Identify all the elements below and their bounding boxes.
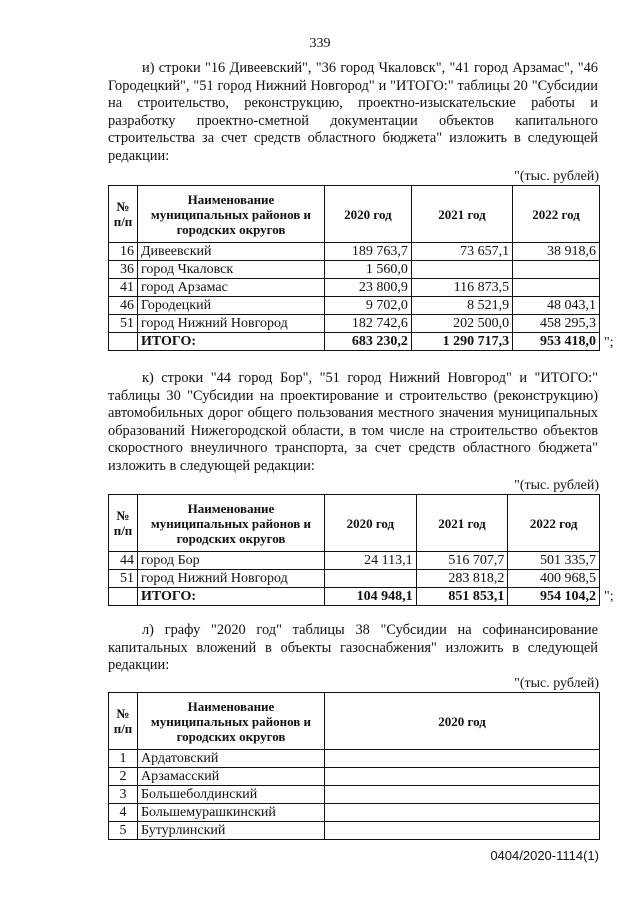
document-code: 0404/2020-1114(1): [490, 848, 599, 863]
header-2020: 2020 год: [325, 186, 412, 243]
table-20-excerpt: [108, 185, 600, 351]
paragraph-k: к) строки "44 город Бор", "51 город Нижний Новгород" и "ИТОГО:" таблицы 30 "Субсидии на проектирование и строительство (реконструкцию) автомобильных дорог общего пользования местного значения муниципальных образований Нижегородской области, в том числе на строительство объектов скоростного внеуличного транспорта, за счет средств областного бюджета" изложить в следующей редакции:: [108, 370, 598, 474]
header-2021: 2021 год: [411, 186, 512, 243]
table-row: 36 город Чкаловск 1 560,0: [109, 261, 600, 279]
page-number: 339: [309, 36, 331, 51]
table-row: 46 Городецкий 9 702,0 8 521,9 48 043,1: [109, 297, 600, 315]
closing-quote-2: ";: [604, 589, 614, 604]
header-number: № п/п: [109, 495, 138, 552]
table-row: 4 Большемурашкинский: [109, 804, 600, 822]
header-number: № п/п: [109, 693, 138, 750]
table-38-excerpt: [108, 692, 600, 840]
paragraph-l: л) графу "2020 год" таблицы 38 "Субсидии на софинансирование капитальных вложений в объекты газоснабжения" изложить в следующей редакции:: [108, 622, 598, 674]
header-name: Наименование муниципальных районов и городских округов: [138, 186, 325, 243]
header-2020: 2020 год: [325, 693, 600, 750]
unit-label-1: "(тыс. рублей): [514, 169, 599, 184]
header-number: № п/п: [109, 186, 138, 243]
header-2021: 2021 год: [416, 495, 508, 552]
table-row: 2 Арзамасский: [109, 768, 600, 786]
unit-label-2: "(тыс. рублей): [514, 478, 599, 493]
header-2022: 2022 год: [513, 186, 600, 243]
total-row: ИТОГО: 104 948,1 851 853,1 954 104,2: [109, 588, 600, 606]
header-name: Наименование муниципальных районов и городских округов: [138, 495, 325, 552]
paragraph-i: и) строки "16 Дивеевский", "36 город Чкаловск", "41 город Арзамас", "46 Городецкий", "51 город Нижний Новгород" и "ИТОГО:" таблицы 20 "Субсидии на строительство, реконструкцию, проектно-изыскательские работы и разработку проектно-сметной документации объектов капитального строительства за счет средств областного бюджета" изложить в следующей редакции:: [108, 60, 598, 164]
unit-label-3: "(тыс. рублей): [514, 676, 599, 691]
closing-quote-1: ";: [604, 335, 614, 350]
total-row: ИТОГО: 683 230,2 1 290 717,3 953 418,0: [109, 333, 600, 351]
table-row: 51 город Нижний Новгород 283 818,2 400 968,5: [109, 570, 600, 588]
table-row: 1 Ардатовский: [109, 750, 600, 768]
table-row: 5 Бутурлинский: [109, 822, 600, 840]
table-row: 3 Большеболдинский: [109, 786, 600, 804]
header-2022: 2022 год: [508, 495, 600, 552]
table-row: 41 город Арзамас 23 800,9 116 873,5: [109, 279, 600, 297]
table-row: 51 город Нижний Новгород 182 742,6 202 500,0 458 295,3: [109, 315, 600, 333]
table-30-excerpt: [108, 494, 600, 606]
table-row: 16 Дивеевский 189 763,7 73 657,1 38 918,6: [109, 243, 600, 261]
header-name: Наименование муниципальных районов и городских округов: [138, 693, 325, 750]
header-2020: 2020 год: [325, 495, 417, 552]
table-row: 44 город Бор 24 113,1 516 707,7 501 335,7: [109, 552, 600, 570]
